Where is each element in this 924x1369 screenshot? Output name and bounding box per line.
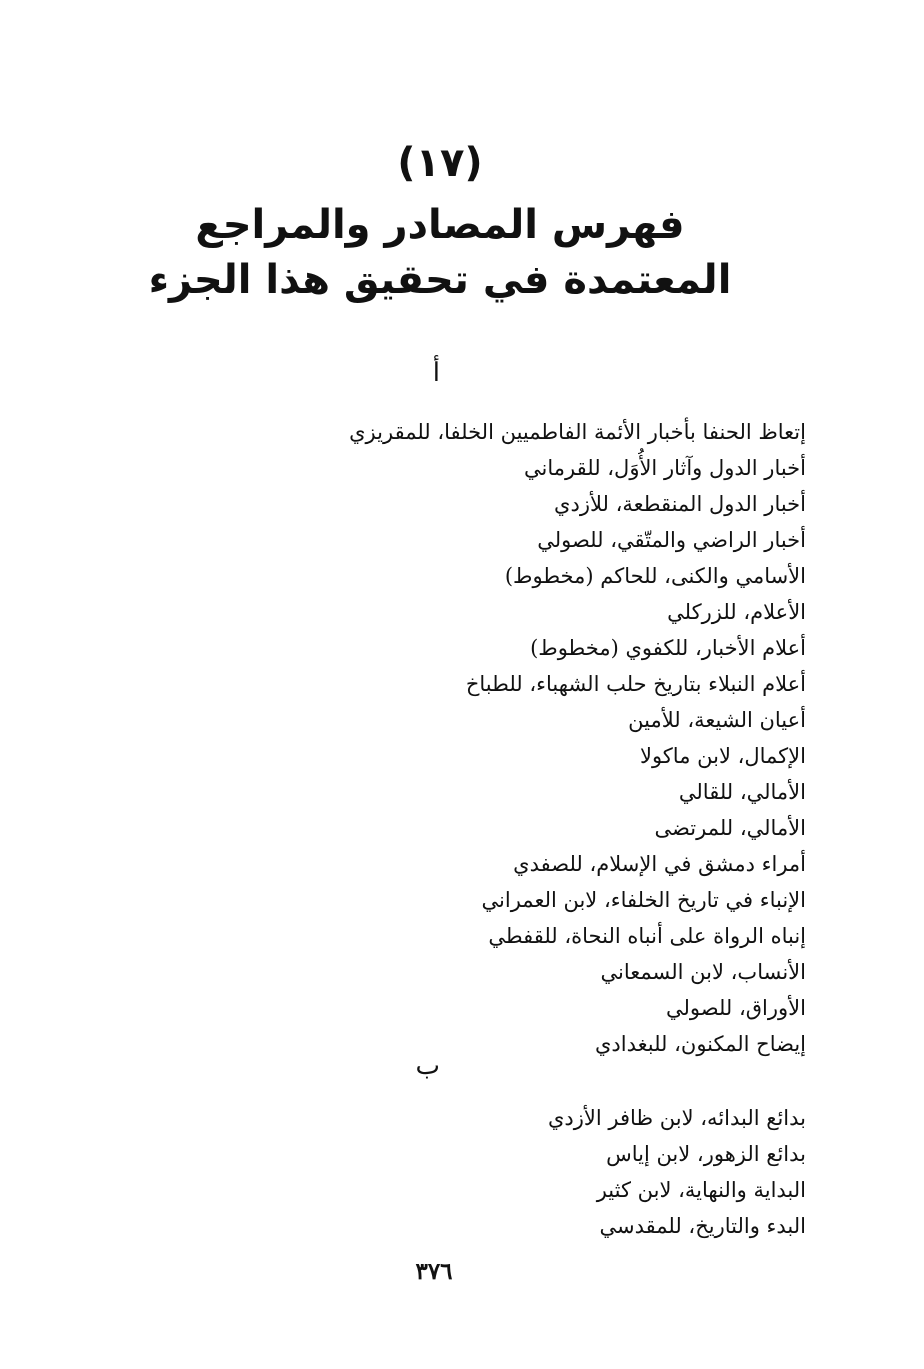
- section-letter-ba: ب: [415, 1051, 440, 1081]
- list-item: إتعاظ الحنفا بأخبار الأئمة الفاطميين الخلفا، للمقريزي: [349, 420, 806, 444]
- list-item: الأنساب، لابن السمعاني: [600, 960, 806, 984]
- list-item: الأوراق، للصولي: [666, 996, 806, 1020]
- list-item: الأمالي، للقالي: [678, 780, 806, 804]
- chapter-number: (١٧): [397, 140, 483, 186]
- entry-list-alif: [349, 414, 806, 1062]
- list-item: أعلام الأخبار، للكفوي (مخطوط): [530, 636, 806, 660]
- list-item: الأعلام، للزركلي: [667, 600, 806, 624]
- list-item: أعيان الشيعة، للأمين: [628, 708, 806, 732]
- list-item: الأسامي والكنى، للحاكم (مخطوط): [504, 564, 806, 588]
- list-item: البدء والتاريخ، للمقدسي: [599, 1214, 806, 1238]
- list-item: إنباه الرواة على أنباه النحاة، للقفطي: [488, 924, 806, 948]
- list-item: أخبار الدول المنقطعة، للأزدي: [554, 492, 806, 516]
- list-item: أخبار الدول وآثار الأُوَل، للقرماني: [524, 456, 806, 480]
- page-title-line-1: فهرس المصادر والمراجع: [195, 202, 685, 248]
- page-title-line-2: المعتمدة في تحقيق هذا الجزء: [148, 257, 732, 303]
- section-letter-alif: أ: [432, 358, 440, 388]
- list-item: البداية والنهاية، لابن كثير: [596, 1178, 806, 1202]
- list-item: الإنباء في تاريخ الخلفاء، لابن العمراني: [481, 888, 806, 912]
- list-item: أمراء دمشق في الإسلام، للصفدي: [513, 852, 806, 876]
- list-item: إيضاح المكنون، للبغدادي: [594, 1032, 806, 1056]
- page-number: ٣٧٦: [415, 1258, 453, 1285]
- list-item: الأمالي، للمرتضى: [654, 816, 806, 840]
- list-item: الإكمال، لابن ماكولا: [639, 744, 806, 768]
- list-item: أعلام النبلاء بتاريخ حلب الشهباء، للطباخ: [465, 672, 806, 696]
- list-item: أخبار الراضي والمتّقي، للصولي: [537, 528, 806, 552]
- list-item: بدائع البدائه، لابن ظافر الأزدي: [547, 1106, 806, 1130]
- list-item: بدائع الزهور، لابن إياس: [606, 1142, 806, 1166]
- entry-list-ba: [548, 1100, 806, 1244]
